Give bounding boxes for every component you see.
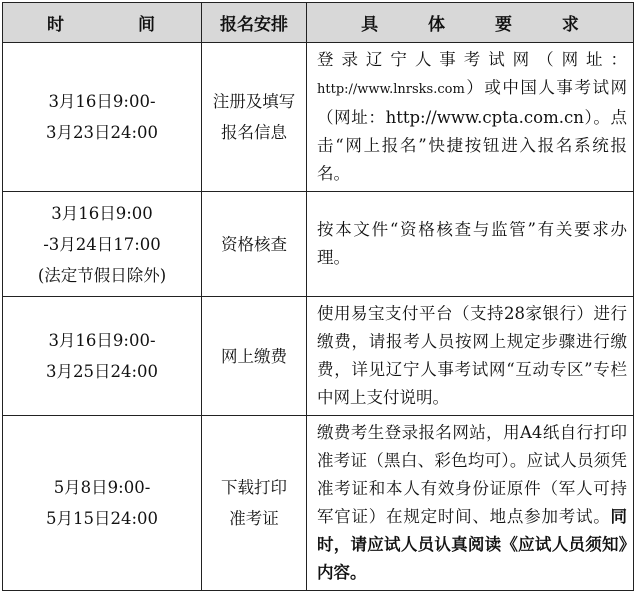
details-cell	[307, 192, 634, 297]
header-requirements: 具 体 要 求	[307, 3, 634, 43]
details-text: 缴费考生登录报名网站，用A4纸自行打印准考证（黑白、彩色均可）。应试人员须凭准考证和本人有效身份证原件（军人可持军官证）在规定时间、地点参加考试。	[317, 423, 627, 526]
details-text: 使用易宝支付平台（支持28家银行）进行缴费，请报考人员按网上规定步骤进行缴费，详见辽宁人事考试网“互动专区”专栏中网上支付说明。	[317, 304, 627, 407]
arrangement-cell	[202, 297, 307, 416]
header-row	[3, 3, 634, 43]
arrangement-line: 报名信息	[221, 123, 287, 142]
arrangement-line: 网上缴费	[221, 346, 287, 366]
table-row-qualification	[3, 192, 634, 297]
time-line: 3月16日9:00	[51, 203, 153, 223]
details-text: 按本文件“资格核查与监管”有关要求办理。	[317, 220, 627, 267]
arrangement-cell	[202, 416, 307, 591]
arrangement-line: 准考证	[229, 509, 279, 528]
time-line: 3月16日9:00-	[48, 331, 156, 350]
arrangement-line: 资格核查	[221, 234, 287, 254]
details-text: ）。点击“网上报名”快捷按钮进入报名系统报名。	[317, 108, 628, 183]
arrangement-line: 下载打印	[221, 478, 287, 497]
time-cell	[3, 297, 202, 416]
time-line: -3月24日17:00	[43, 234, 161, 254]
table-row-registration	[3, 43, 634, 192]
url-cpta-link[interactable]: http://www.cpta.com.cn	[385, 108, 584, 127]
details-text: ）或中国人事考试网（网址：	[317, 78, 627, 127]
details-text: 登录辽宁人事考试网（网址：	[317, 50, 627, 69]
registration-schedule-table	[2, 2, 634, 591]
arrangement-cell	[202, 192, 307, 297]
arrangement-cell	[202, 43, 307, 192]
details-cell	[307, 297, 634, 416]
header-time-char-1: 时	[47, 15, 64, 35]
time-line: 5月15日24:00	[45, 509, 159, 528]
arrangement-line: 注册及填写	[212, 92, 296, 111]
header-arrangement: 报名安排	[202, 3, 307, 43]
time-line: 3月16日9:00-	[48, 92, 156, 111]
time-line: 3月23日24:00	[45, 123, 159, 142]
details-cell	[307, 416, 634, 591]
url-lnrsks-link[interactable]: http://www.lnrsks.com	[317, 82, 465, 97]
time-cell	[3, 192, 202, 297]
time-note: (法定节假日除外)	[37, 265, 167, 285]
details-cell	[307, 43, 634, 192]
time-line: 3月25日24:00	[45, 362, 159, 381]
header-time-char-2: 间	[138, 15, 155, 35]
time-line: 5月8日9:00-	[53, 478, 151, 497]
header-time	[3, 3, 202, 43]
table-row-admission-ticket	[3, 416, 634, 591]
table-row-payment	[3, 297, 634, 416]
details-bold-notice: 同时，请应试人员认真阅读《应试人员须知》内容。	[317, 507, 627, 582]
time-cell	[3, 416, 202, 591]
time-cell	[3, 43, 202, 192]
